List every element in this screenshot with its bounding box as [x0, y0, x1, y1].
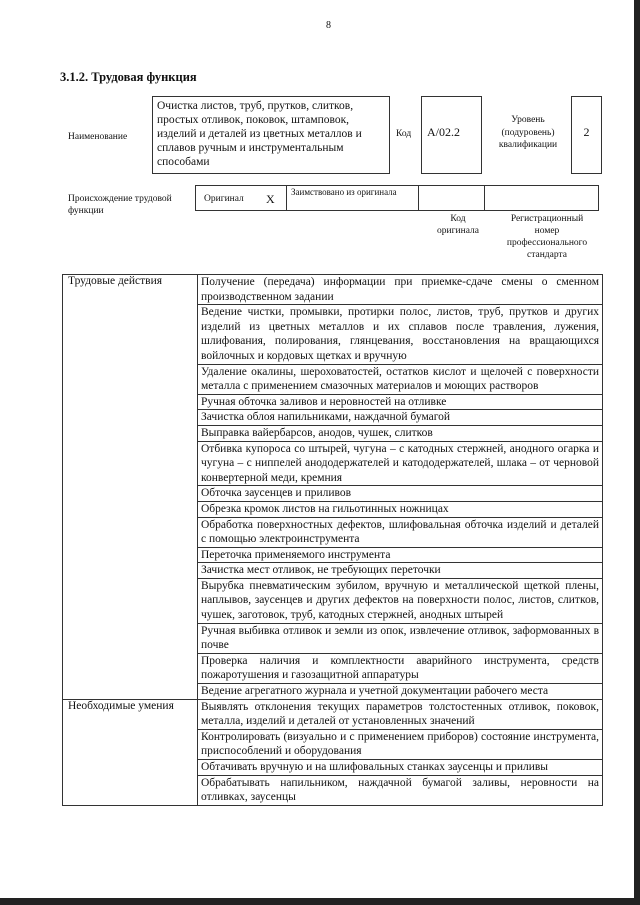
borrowed-cell: Заимствовано из оригинала — [286, 185, 419, 211]
scan-edge-bottom — [0, 898, 640, 905]
table-cell: Выявлять отклонения текущих параметров толстостенных отливок, поковок, металла, изделий и деталей от установленных значений — [198, 699, 603, 729]
table-cell: Обрезка кромок листов на гильотинных ножницах — [198, 501, 603, 517]
reg-number-label: Регистрационный номер профессионального стандарта — [506, 214, 588, 260]
name-label: Наименование — [68, 132, 128, 142]
table-cell: Ручная выбивка отливок и земли из опок, извлечение отливок, заформованных в почве — [198, 623, 603, 653]
table-cell: Получение (передача) информации при приемке-сдаче смены о сменном производственном задании — [198, 275, 603, 305]
labor-functions-table — [62, 274, 603, 806]
table-cell: Ведение агрегатного журнала и учетной документации рабочего места — [198, 684, 603, 700]
section-heading: Трудовые действия — [63, 275, 198, 700]
table-cell: Обточка заусенцев и приливов — [198, 486, 603, 502]
table-cell: Зачистка облоя напильниками, наждачной бумагой — [198, 410, 603, 426]
table-cell: Ведение чистки, промывки, протирки полос, листов, труб, прутков и других изделий из цветных металлов и их сплавов после травления, лужения, шлифования, полирования, глянцевания, восстановления на вращающихся войлочных и кордовых щетках и вручную — [198, 305, 603, 364]
table-cell: Выправка вайербарсов, анодов, чушек, слитков — [198, 425, 603, 441]
code-original-cell — [418, 185, 485, 211]
section-heading: Необходимые умения — [63, 699, 198, 805]
origin-row — [196, 185, 602, 211]
code-original-label: Код оригинала — [437, 214, 479, 236]
table-row — [63, 275, 603, 305]
table-cell: Отбивка купороса со штырей, чугуна – с катодных стержней, анодного огарка и чугуна – с ниппелей анододержателей и катододержателей, шлака – от черновой конвертерной меди, кремния — [198, 441, 603, 486]
table-cell: Переточка применяемого инструмента — [198, 547, 603, 563]
original-label: Оригинал — [204, 194, 244, 204]
table-row — [63, 699, 603, 729]
section-title: 3.1.2. Трудовая функция — [60, 70, 197, 84]
table-cell: Обрабатывать напильником, наждачной бумагой заливы, неровности на отливках, заусенцы — [198, 775, 603, 805]
code-label: Код — [396, 129, 412, 139]
table-cell: Контролировать (визуально и с применением приборов) состояние инструмента, приспособлений и оборудования — [198, 729, 603, 759]
table-cell: Зачистка мест отливок, не требующих переточки — [198, 563, 603, 579]
table-cell: Ручная обточка заливов и неровностей на отливке — [198, 394, 603, 410]
scan-edge-right — [634, 0, 640, 905]
function-name-box: Очистка листов, труб, прутков, слитков, простых отливок, поковок, штамповок, изделий и деталей из цветных металлов и сплавов ручным и инструментальным способами — [152, 96, 390, 174]
level-label: Уровень (подуровень) квалификации — [498, 115, 558, 150]
origin-label: Происхождение трудовой функции — [68, 194, 172, 216]
page-number: 8 — [326, 20, 331, 31]
table-cell: Обтачивать вручную и на шлифовальных станках заусенцы и приливы — [198, 760, 603, 776]
reg-number-cell — [484, 185, 599, 211]
table-cell: Удаление окалины, шероховатостей, остатков кислот и щелочей с поверхности металла с применением смазочных материалов и моющих растворов — [198, 364, 603, 394]
table-cell: Вырубка пневматическим зубилом, вручную и металлической щеткой плены, наплывов, заусенцев и других дефектов на поверхности полос, листов, слитков, чушек, заготовок, труб, катодных стержней, анодных штырей — [198, 578, 603, 623]
table-cell: Обработка поверхностных дефектов, шлифовальная обточка изделий и деталей с помощью электроинструмента — [198, 517, 603, 547]
table-cell: Проверка наличия и комплектности аварийного инструмента, средств пожаротушения и газозащитной аппаратуры — [198, 653, 603, 683]
original-cell — [195, 185, 287, 211]
level-value-box: 2 — [571, 96, 602, 174]
code-value-box: A/02.2 — [421, 96, 482, 174]
original-mark: X — [266, 192, 275, 206]
